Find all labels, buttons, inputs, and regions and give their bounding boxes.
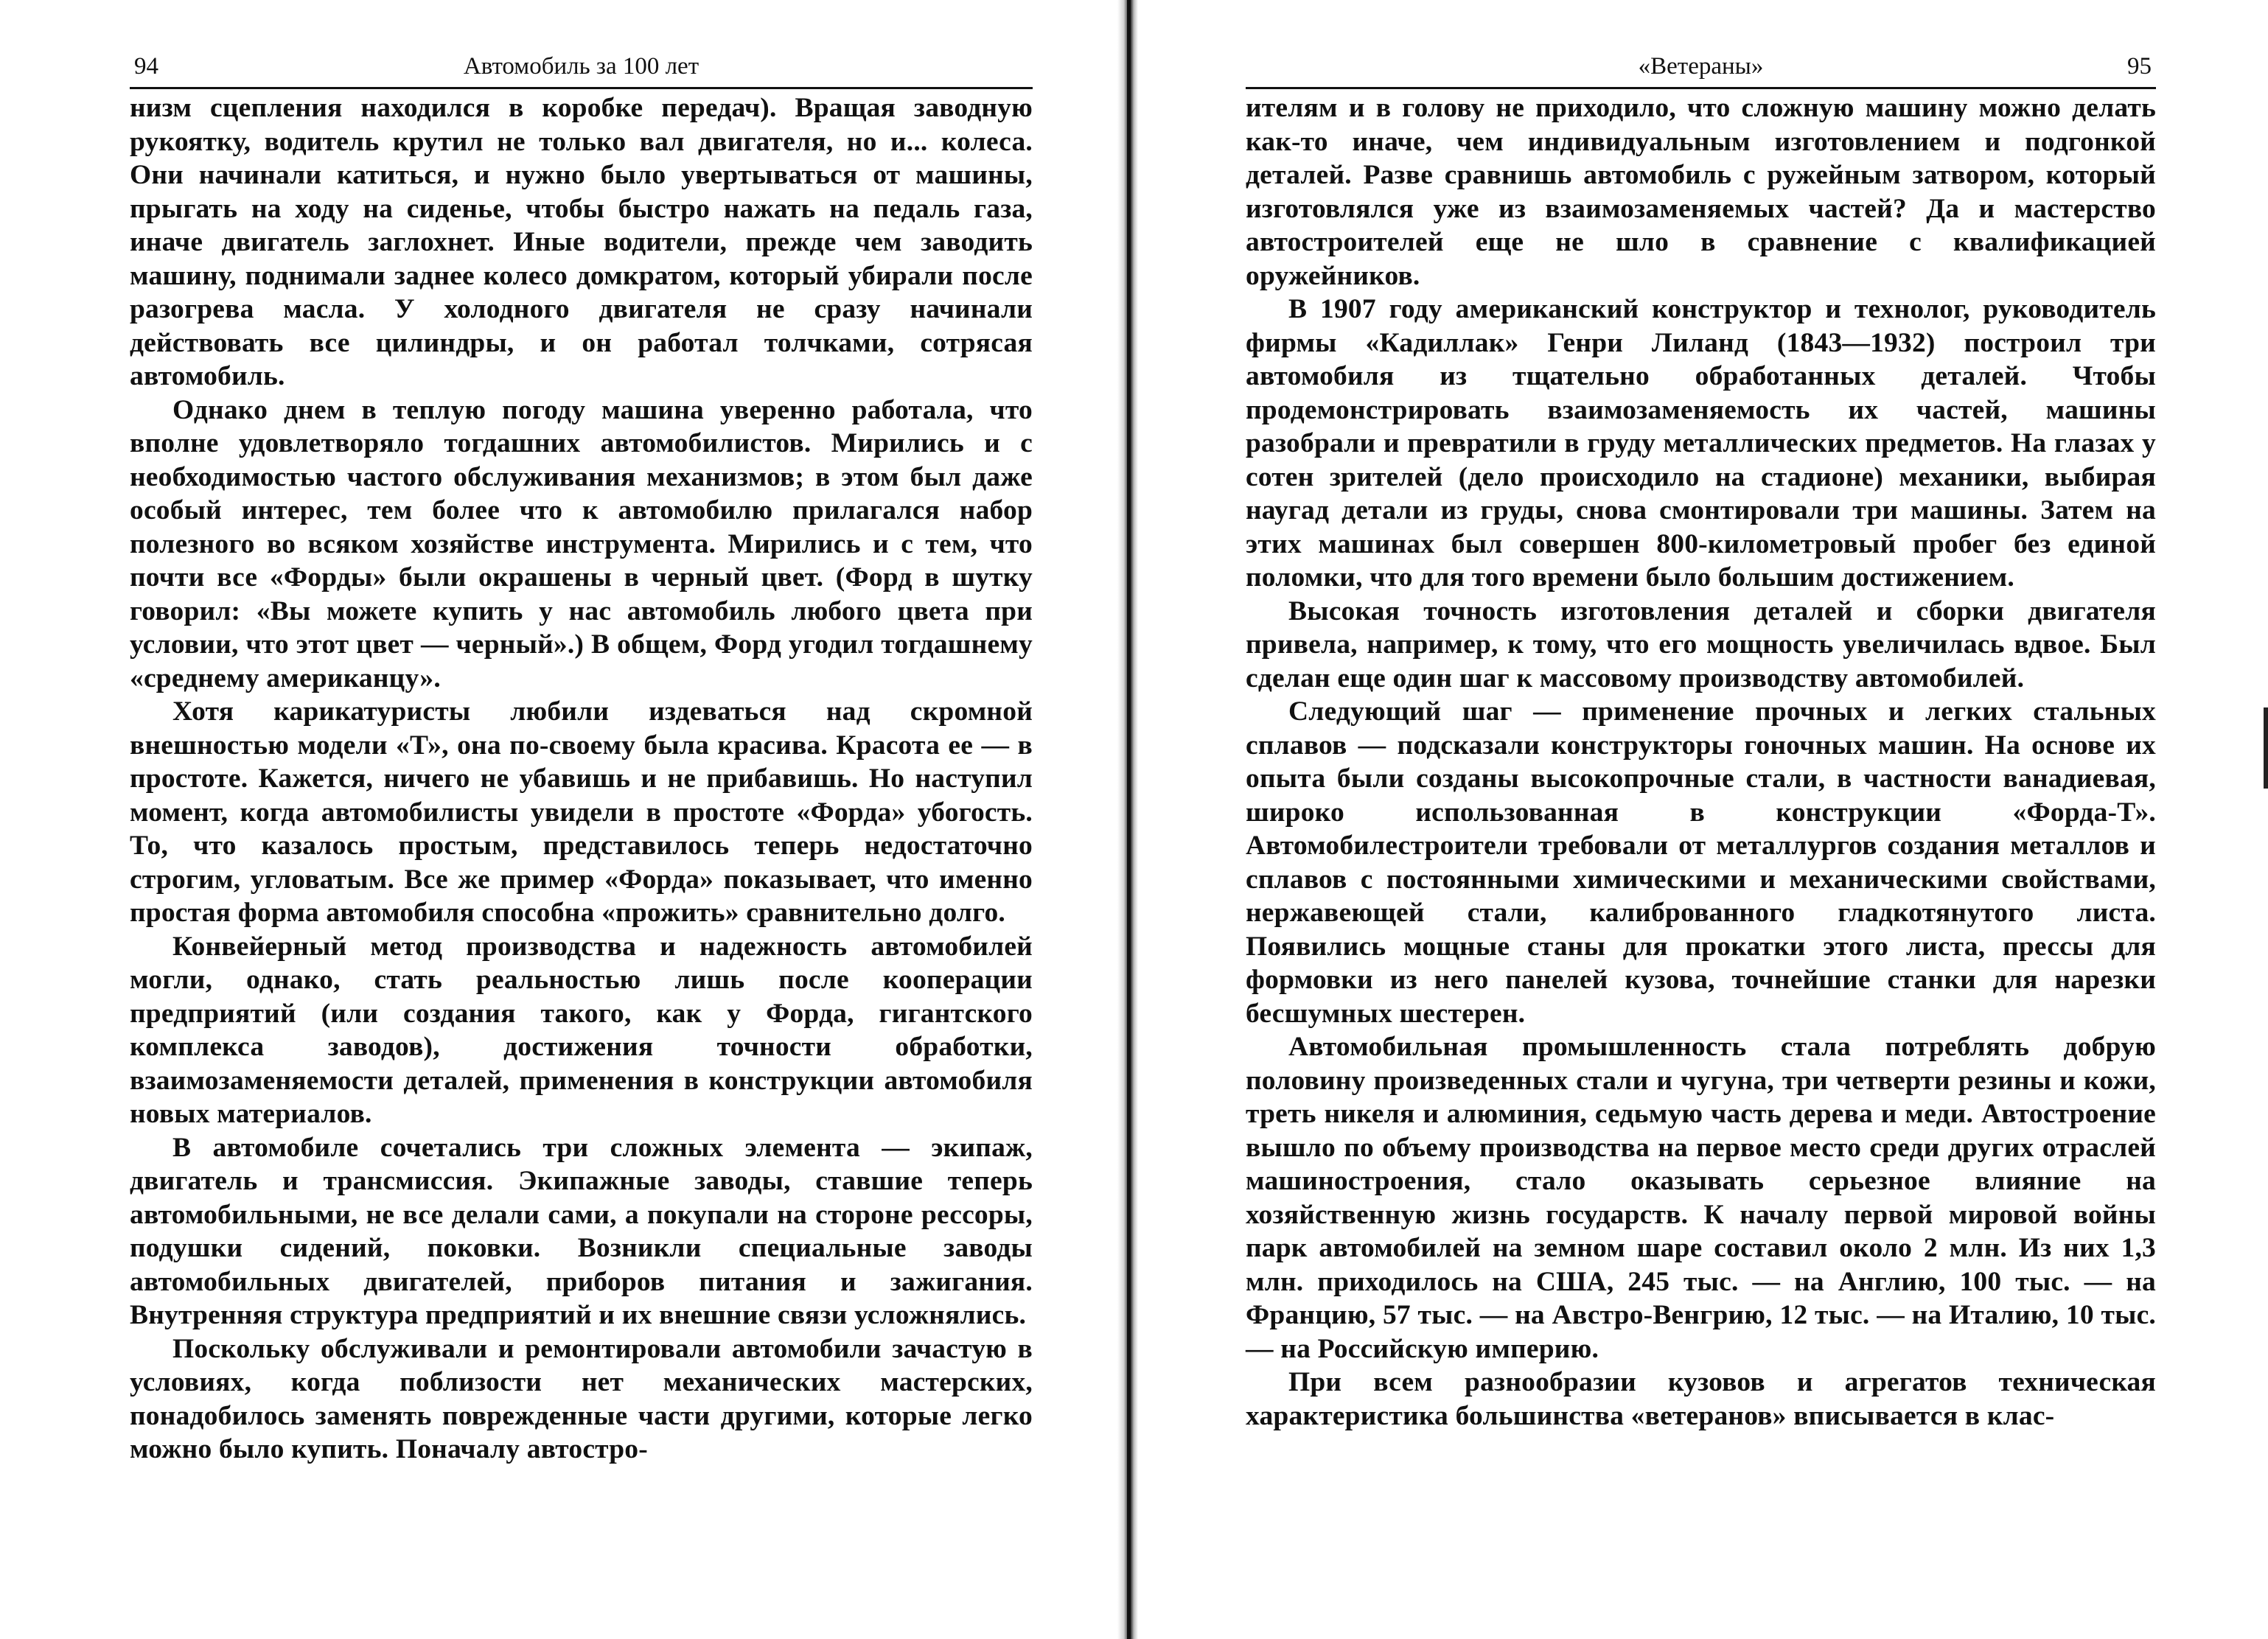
- left-page-number: 94: [134, 53, 158, 80]
- right-page: [1150, 0, 2268, 1639]
- paragraph: Хотя карикатуристы любили издеваться над скромной внешностью модели «Т», она по-своему была красива. Красота ее — в простоте. Кажется, ничего не убавишь и не прибавишь. Но наступил момент, когда автомобилисты увидели в простоте «Форда» убогость. То, что казалось простым, представилось теперь недостаточно строгим, угловатым. Все же пример «Форда» показывает, что именно простая форма автомобиля способна «прожить» сравнительно долго.: [130, 696, 1033, 928]
- paragraph: Поскольку обслуживали и ремонтировали автомобили зачастую в условиях, когда поблизости нет механических мастерских, понадобилось заменять поврежденные части другими, которые легко можно было купить. Поначалу автостро-: [130, 1333, 1033, 1464]
- gutter-binding-line: [1127, 0, 1131, 1639]
- paragraph: Конвейерный метод производства и надежность автомобилей могли, однако, стать реальностью лишь после кооперации предприятий (или создания такого, как у Форда, гигантского комплекса заводов), достижения точности обработки, взаимозаменяемости деталей, применения в конструкции автомобиля новых материалов.: [130, 931, 1033, 1129]
- paragraph: При всем разнообразии кузовов и агрегатов техническая характеристика большинства «ветеранов» вписывается в клас-: [1246, 1367, 2156, 1431]
- paragraph: Высокая точность изготовления деталей и сборки двигателя привела, например, к тому, что его мощность увеличилась вдвое. Был сделан еще один шаг к массовому производству автомобилей.: [1246, 595, 2156, 693]
- left-running-title: Автомобиль за 100 лет: [463, 53, 699, 80]
- paragraph: ителям и в голову не приходило, что сложную машину можно делать как-то иначе, чем индивидуальным изготовлением и подгонкой деталей. Разве сравнишь автомобиль с ружейным затвором, который изготовлялся уже из взаимозаменяемых частей? Да и мастерство автостроителей еще не шло в сравнение с квалификацией оружейников.: [1246, 93, 2156, 291]
- paragraph: В 1907 году американский конструктор и технолог, руководитель фирмы «Кадиллак» Генри Лиланд (1843—1932) построил три автомобиля из тщательно обработанных деталей. Чтобы продемонстрировать взаимозаменяемость их частей, машины разобрали и превратили в груду металлических предметов. На глазах у сотен зрителей (дело происходило на стадионе) механики, выбирая наугад детали из груды, снова смонтировали три машины. Затем на этих машинах был совершен 800-километровый пробег без единой поломки, что для того времени было большим достижением.: [1246, 294, 2156, 593]
- right-page-body: [1246, 91, 2156, 1433]
- paragraph: Следующий шаг — применение прочных и легких стальных сплавов — подсказали конструкторы гоночных машин. На основе их опыта были созданы высокопрочные стали, в частности ванадиевая, широко использованная в конструкции «Форда-Т». Автомобилестроители требовали от металлургов создания металлов и сплавов с постоянными химическими и механическими свойствами, нержавеющей стали, калиброванного гладкотянутого листа. Появились мощные станы для прокатки этого листа, прессы для формовки из него панелей кузова, точнейшие станки для нарезки бесшумных шестерен.: [1246, 696, 2156, 1029]
- right-page-header: [1246, 46, 2156, 89]
- paragraph: Автомобильная промышленность стала потреблять добрую половину произведенных стали и чугуна, три четверти резины и кожи, треть никеля и алюминия, седьмую часть дерева и меди. Автостроение вышло по объему производства на первое место среди других отраслей машиностроения, стало оказывать серьезное влияние на хозяйственную жизнь государств. К началу первой мировой войны парк автомобилей на земном шаре составил около 2 млн. Из них 1,3 млн. приходилось на США, 245 тыс. — на Англию, 100 тыс. — на Францию, 57 тыс. — на Австро-Венгрию, 12 тыс. — на Италию, 10 тыс. — на Российскую империю.: [1246, 1032, 2156, 1364]
- book-gutter: [1107, 0, 1148, 1639]
- right-page-number: 95: [2127, 53, 2152, 80]
- paragraph: В автомобиле сочетались три сложных элемента — экипаж, двигатель и трансмиссия. Экипажные заводы, ставшие теперь автомобильными, не все делали сами, а покупали на стороне рессоры, подушки сидений, поковки. Возникли специальные заводы автомобильных двигателей, приборов питания и зажигания. Внутренняя структура предприятий и их внешние связи усложнялись.: [130, 1132, 1033, 1330]
- page-edge-mark: [2264, 707, 2268, 789]
- left-page-body: [130, 91, 1033, 1467]
- left-page: [0, 0, 1106, 1639]
- paragraph: низм сцепления находился в коробке передач). Вращая заводную рукоятку, водитель крутил не только вал двигателя, но и... колеса. Они начинали катиться, и нужно было увертываться от машины, прыгать на ходу на сиденье, чтобы быстро нажать на педаль газа, иначе двигатель заглохнет. Иные водители, прежде чем заводить машину, поднимали заднее колесо домкратом, который убирали после разогрева масла. У холодного двигателя не сразу начинали действовать все цилиндры, и он работал толчками, сотрясая автомобиль.: [130, 93, 1033, 391]
- paragraph: Однако днем в теплую погоду машина уверенно работала, что вполне удовлетворяло тогдашних автомобилистов. Мирились и с необходимостью частого обслуживания механизмов; в этом был даже особый интерес, тем более что к автомобилю прилагался набор полезного во всяком хозяйстве инструмента. Мирились и с тем, что почти все «Форды» были окрашены в черный цвет. (Форд в шутку говорил: «Вы можете купить у нас автомобиль любого цвета при условии, что этот цвет — черный».) В общем, Форд угодил тогдашнему «среднему американцу».: [130, 394, 1033, 693]
- left-page-header: [130, 46, 1033, 89]
- right-running-title: «Ветераны»: [1638, 53, 1764, 80]
